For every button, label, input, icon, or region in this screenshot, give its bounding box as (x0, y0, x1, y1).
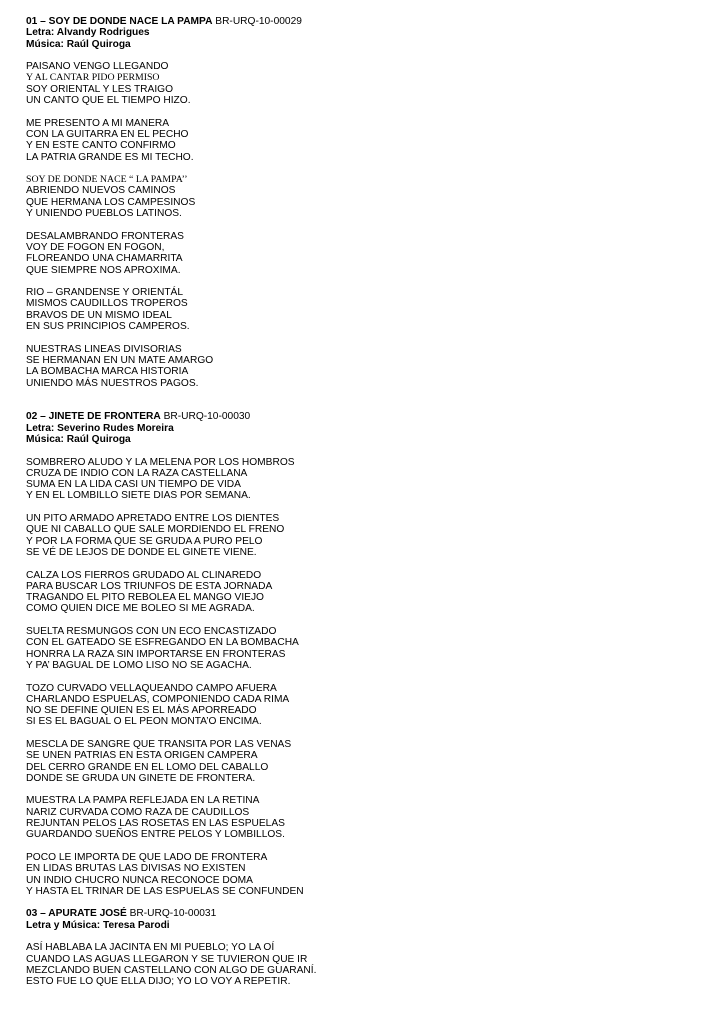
lyric-line: TOZO CURVADO VELLAQUEANDO CAMPO AFUERA (26, 682, 277, 694)
lyric-line: MESCLA DE SANGRE QUE TRANSITA POR LAS VENAS (26, 739, 292, 750)
song-title: 02 – JINETE DE FRONTERA (26, 411, 161, 423)
stanza (26, 457, 706, 502)
song-title: 01 – SOY DE DONDE NACE LA PAMPA (26, 16, 213, 27)
lyric-line: DEL CERRO GRANDE EN EL LOMO DEL CABALLO (26, 761, 269, 773)
lyric-line: LA PATRIA GRANDE ES MI TECHO. (26, 151, 194, 163)
lyric-line: EN LIDAS BRUTAS LAS DIVISAS NO EXISTEN (26, 863, 246, 875)
lyric-line: UN PITO ARMADO APRETADO ENTRE LOS DIENTES (26, 513, 280, 525)
lyric-line: RIO – GRANDENSE Y ORIENTÁL (26, 287, 184, 299)
stanza (26, 231, 706, 276)
lyric-line: CON EL GATEADO SE ESFREGANDO EN LA BOMBACHA (26, 637, 299, 649)
lyric-line: NARIZ CURVADA COMO RAZA DE CAUDILLOS (26, 806, 250, 818)
lyric-line: Y PA’ BAGUAL DE LOMO LISO NO SE AGACHA. (26, 659, 252, 671)
lyric-line: NUESTRAS LINEAS DIVISORIAS (26, 343, 182, 355)
song-code: BR-URQ-10-00031 (126, 908, 217, 920)
song-code: BR-URQ-10-00030 (160, 411, 251, 423)
lyric-line: Y POR LA FORMA QUE SE GRUDA A PURO PELO (26, 535, 263, 547)
stanza (26, 942, 706, 987)
lyrics-music-credit: Letra y Música: Teresa Parodi (26, 919, 170, 931)
lyric-line: CON LA GUITARRA EN EL PECHO (26, 128, 189, 140)
song-code: BR-URQ-10-00029 (212, 16, 302, 27)
lyric-line: PARA BUSCAR LOS TRIUNFOS DE ESTA JORNADA (26, 580, 273, 592)
stanza (26, 570, 706, 615)
song-title: 03 – APURATE JOSÉ (26, 908, 127, 920)
lyric-line: ME PRESENTO A MI MANERA (26, 117, 170, 129)
lyric-line: Y AL CANTAR PIDO PERMISO (26, 72, 160, 84)
stanza (26, 61, 706, 106)
lyric-line: BRAVOS DE UN MISMO IDEAL (26, 309, 172, 321)
lyric-line: UN INDIO CHUCRO NUNCA RECONOCE DOMA (26, 874, 253, 886)
lyric-line: EN SUS PRINCIPIOS CAMPEROS. (26, 321, 190, 333)
lyric-line: Y HASTA EL TRINAR DE LAS ESPUELAS SE CONFUNDEN (26, 885, 304, 897)
lyric-line: SUMA EN LA LIDA CASI UN TIEMPO DE VIDA (26, 479, 241, 491)
lyric-line: UNIENDO MÁS NUESTROS PAGOS. (26, 377, 199, 389)
lyric-line: TRAGANDO EL PITO REBOLEA EL MANGO VIEJO (26, 592, 264, 604)
stanza (26, 174, 706, 219)
lyric-line: MEZCLANDO BUEN CASTELLANO CON ALGO DE GUARANÍ. (26, 964, 317, 976)
stanza (26, 513, 706, 558)
lyric-line: QUE HERMANA LOS CAMPESINOS (26, 196, 196, 208)
lyric-line: NO SE DEFINE QUIEN ES EL MÁS APORREADO (26, 705, 257, 717)
lyric-line: SI ES EL BAGUAL O EL PEON MONTA’O ENCIMA. (26, 716, 262, 728)
lyrics-document (26, 16, 706, 988)
lyric-line: UN CANTO QUE EL TIEMPO HIZO. (26, 95, 191, 107)
lyric-line: DESALAMBRANDO FRONTERAS (26, 230, 184, 242)
lyrics-credit: Letra: Alvandy Rodrigues (26, 27, 150, 39)
song-2 (26, 411, 706, 897)
lyric-line: MUESTRA LA PAMPA REFLEJADA EN LA RETINA (26, 795, 260, 807)
lyric-line: SE UNEN PATRIAS EN ESTA ORIGEN CAMPERA (26, 750, 258, 762)
stanza (26, 683, 706, 728)
lyrics-credit: Letra: Severino Rudes Moreira (26, 422, 174, 434)
lyric-line: POCO LE IMPORTA DE QUE LADO DE FRONTERA (26, 851, 268, 863)
lyric-line: VOY DE FOGON EN FOGON, (26, 241, 165, 253)
lyric-line: FLOREANDO UNA CHAMARRITA (26, 253, 183, 265)
stanza (26, 344, 706, 389)
lyric-line: SOMBRERO ALUDO Y LA MELENA POR LOS HOMBROS (26, 456, 295, 468)
lyric-line: SE HERMANAN EN UN MATE AMARGO (26, 354, 214, 366)
song-title-line (26, 908, 706, 919)
lyric-line: REJUNTAN PELOS LAS ROSETAS EN LAS ESPUELAS (26, 818, 285, 830)
stanza (26, 739, 706, 784)
lyric-line: SOY DE DONDE NACE “ LA PAMPA’’ (26, 174, 188, 186)
lyric-line: GUARDANDO SUEÑOS ENTRE PELOS Y LOMBILLOS. (26, 829, 285, 841)
song-title-line (26, 411, 706, 422)
lyric-line: HONRRA LA RAZA SIN IMPORTARSE EN FRONTERAS (26, 648, 286, 660)
song-3 (26, 908, 706, 987)
lyric-line: Y EN ESTE CANTO CONFIRMO (26, 140, 176, 152)
stanza (26, 626, 706, 671)
stanza (26, 852, 706, 897)
song-separator (26, 897, 706, 908)
stanza (26, 118, 706, 163)
lyric-line: COMO QUIEN DICE ME BOLEO SI ME AGRADA. (26, 603, 255, 615)
lyric-line: CHARLANDO ESPUELAS, COMPONIENDO CADA RIMA (26, 693, 290, 705)
lyric-line: ESTO FUE LO QUE ELLA DIJO; YO LO VOY A REPETIR. (26, 976, 291, 988)
lyric-line: Y EN EL LOMBILLO SIETE DIAS POR SEMANA. (26, 490, 251, 502)
song-separator (26, 389, 706, 412)
lyric-line: ASÍ HABLABA LA JACINTA EN MI PUEBLO; YO LA OÍ (26, 942, 275, 954)
lyric-line: LA BOMBACHA MARCA HISTORIA (26, 366, 189, 378)
lyric-line: QUE NI CABALLO QUE SALE MORDIENDO EL FRENO (26, 524, 285, 536)
lyric-line: SUELTA RESMUNGOS CON UN ECO ENCASTIZADO (26, 626, 277, 638)
lyric-line: CALZA LOS FIERROS GRUDADO AL CLINAREDO (26, 569, 262, 581)
lyric-line: SE VÉ DE LEJOS DE DONDE EL GINETE VIENE. (26, 546, 257, 558)
lyric-line: SOY ORIENTAL Y LES TRAIGO (26, 83, 174, 95)
music-credit: Música: Raúl Quiroga (26, 38, 131, 50)
stanza (26, 287, 706, 332)
lyric-line: DONDE SE GRUDA UN GINETE DE FRONTERA. (26, 772, 256, 784)
lyric-line: MISMOS CAUDILLOS TROPEROS (26, 298, 188, 310)
lyric-line: CUANDO LAS AGUAS LLEGARON Y SE TUVIERON QUE IR (26, 953, 308, 965)
song-title-line (26, 16, 706, 27)
song-1 (26, 16, 706, 389)
lyric-line: PAISANO VENGO LLEGANDO (26, 61, 169, 73)
music-credit: Música: Raúl Quiroga (26, 433, 131, 445)
stanza (26, 795, 706, 840)
lyric-line: ABRIENDO NUEVOS CAMINOS (26, 185, 176, 197)
lyric-line: CRUZA DE INDIO CON LA RAZA CASTELLANA (26, 467, 248, 479)
lyric-line: Y UNIENDO PUEBLOS LATINOS. (26, 208, 182, 220)
lyric-line: QUE SIEMPRE NOS APROXIMA. (26, 264, 181, 276)
